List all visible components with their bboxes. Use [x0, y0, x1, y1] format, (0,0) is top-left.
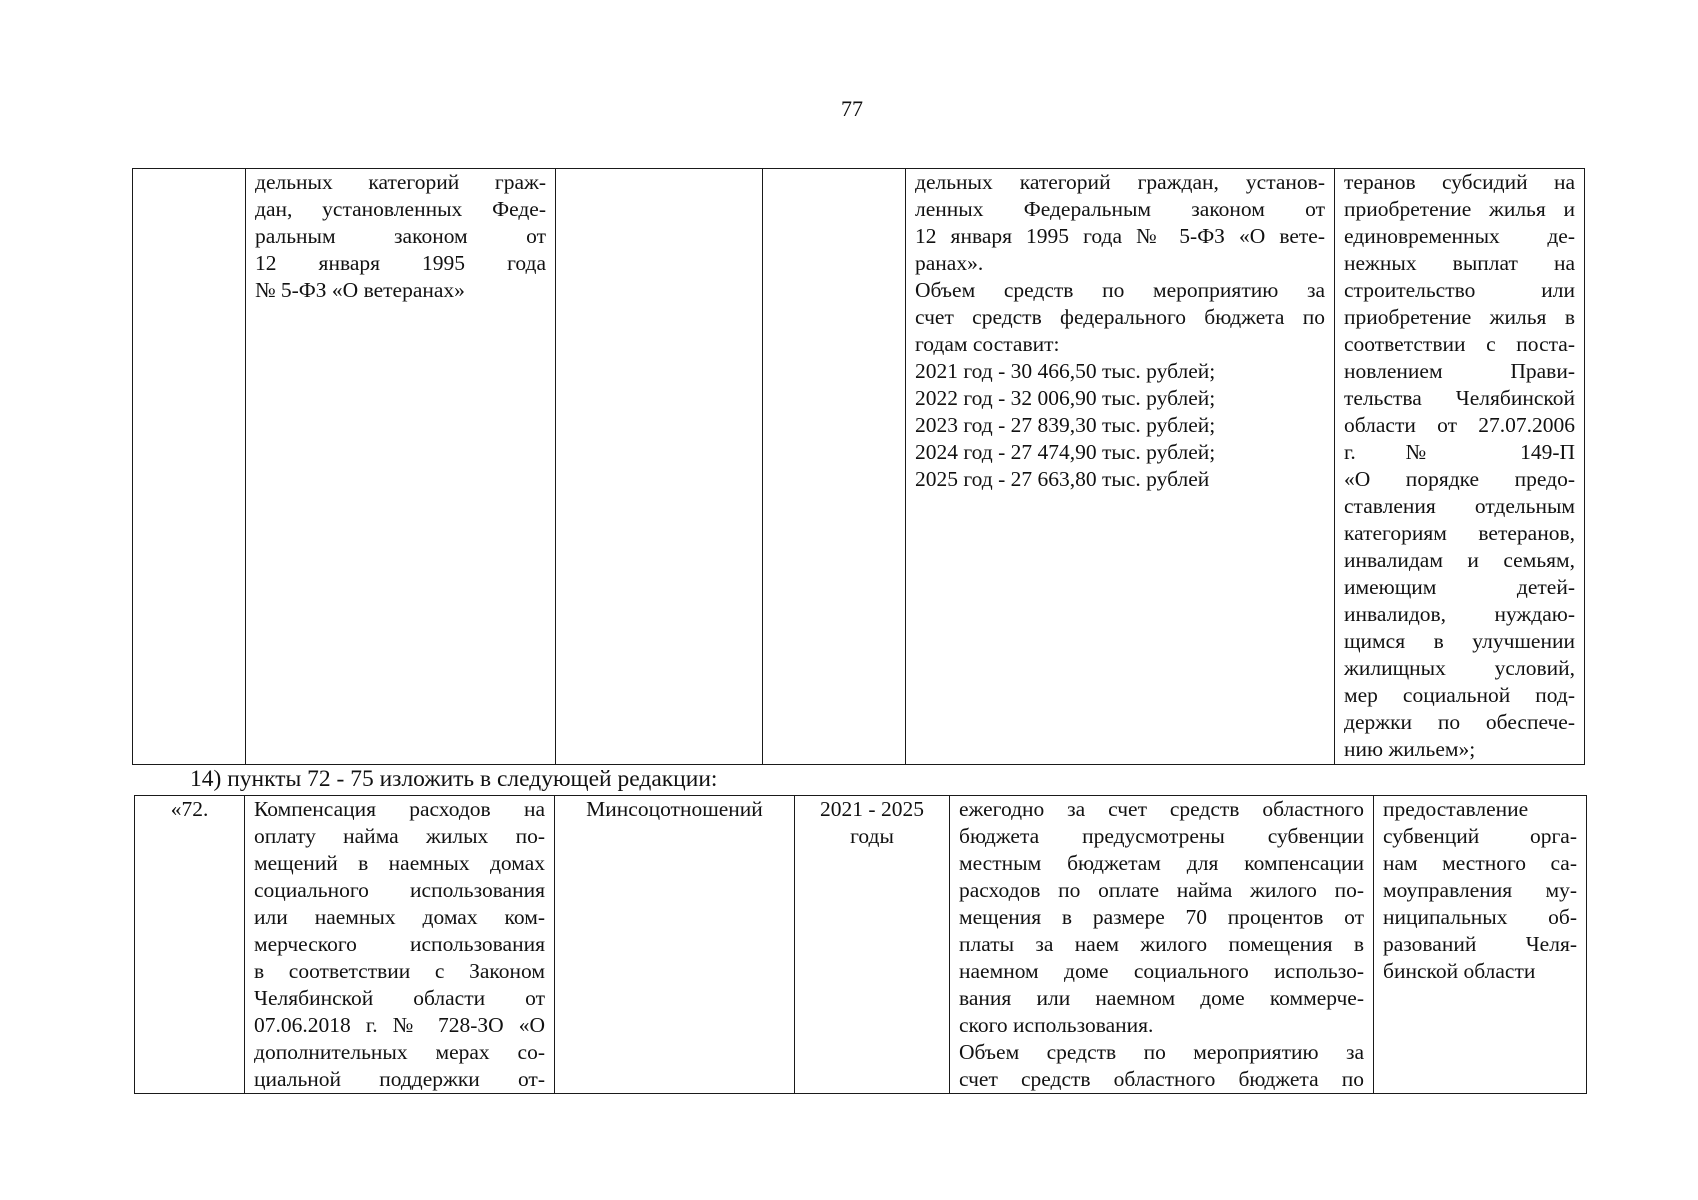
text-line: Компенсация расходов на	[254, 797, 545, 821]
text-line: 2021 - 2025	[820, 797, 924, 821]
text-line: 12 января 1995 года № 5-ФЗ «О вете-	[915, 224, 1325, 248]
text-line: соответствии с поста-	[1344, 332, 1575, 356]
text-line: дельных категорий граждан, установ-	[915, 170, 1325, 194]
text-line: мещения в размере 70 процентов от	[959, 905, 1364, 929]
text-line: инвалидов, нуждаю-	[1344, 602, 1575, 626]
text-line: дан, установленных Феде-	[255, 197, 546, 221]
text-line: годы	[850, 824, 894, 848]
description-text	[959, 796, 1364, 1093]
text-line: наемном доме социального использо-	[959, 959, 1364, 983]
text-line: области от 27.07.2006	[1344, 413, 1575, 437]
text-line: бинской области	[1383, 959, 1536, 983]
cell-executor	[556, 169, 763, 765]
text-line: бюджета предусмотрены субвенции	[959, 824, 1364, 848]
text-line: строительство или	[1344, 278, 1575, 302]
text-line: Объем средств по мероприятию за	[959, 1040, 1364, 1064]
text-line: 2021 год - 30 466,50 тыс. рублей;	[915, 359, 1216, 383]
text-line: новлением Прави-	[1344, 359, 1575, 383]
text-line: счет средств федерального бюджета по	[915, 305, 1325, 329]
cell-description	[906, 169, 1335, 765]
text-line: ниципальных об-	[1383, 905, 1577, 929]
measure-name-text	[255, 169, 546, 304]
text-line: разований Челя-	[1383, 932, 1577, 956]
text-line: мерческого использования	[254, 932, 545, 956]
cell-period	[763, 169, 906, 765]
cell-expected-result	[1335, 169, 1585, 765]
text-line: г. № 149-П	[1344, 440, 1575, 464]
text-line: годам составит:	[915, 332, 1060, 356]
cell-description	[950, 796, 1374, 1094]
text-line: расходов по оплате найма жилого по-	[959, 878, 1364, 902]
cell-row-number	[135, 796, 245, 1094]
text-line: жилищных условий,	[1344, 656, 1575, 680]
text-line: 12 января 1995 года	[255, 251, 546, 275]
row-number: «72.	[170, 797, 209, 821]
text-line: ральным законом от	[255, 224, 546, 248]
text-line: ского использования.	[959, 1013, 1154, 1037]
text-line: нию жильем»;	[1344, 737, 1476, 761]
text-line: приобретение жилья в	[1344, 305, 1575, 329]
text-line: 2024 год - 27 474,90 тыс. рублей;	[915, 440, 1216, 464]
table-row	[133, 169, 1585, 765]
text-line: счет средств областного бюджета по	[959, 1067, 1364, 1091]
text-line: ранах».	[915, 251, 984, 275]
text-line: предоставление	[1383, 797, 1529, 821]
text-line: или наемных домах ком-	[254, 905, 545, 929]
table-row	[135, 796, 1587, 1094]
text-line: держки по обеспече-	[1344, 710, 1575, 734]
text-line: приобретение жилья и	[1344, 197, 1575, 221]
text-line: «О порядке предо-	[1344, 467, 1575, 491]
text-line: тельства Челябинской	[1344, 386, 1575, 410]
amendment-instruction: 14) пункты 72 - 75 изложить в следующей редакции:	[190, 766, 718, 792]
text-line: щимся в улучшении	[1344, 629, 1575, 653]
text-line: моуправления му-	[1383, 878, 1577, 902]
description-text	[915, 169, 1325, 493]
text-line: вания или наемном доме коммерче-	[959, 986, 1364, 1010]
cell-expected-result	[1374, 796, 1587, 1094]
expected-result-text	[1344, 169, 1575, 763]
text-line: ставления отдельным	[1344, 494, 1575, 518]
text-line: в соответствии с Законом	[254, 959, 545, 983]
program-table-continued	[132, 168, 1585, 765]
text-line: ленных Федеральным законом от	[915, 197, 1325, 221]
text-line: 2023 год - 27 839,30 тыс. рублей;	[915, 413, 1216, 437]
text-line: дополнительных мерах со-	[254, 1040, 545, 1064]
text-line: 07.06.2018 г. № 728-ЗО «О	[254, 1013, 545, 1037]
cell-executor	[555, 796, 795, 1094]
text-line: нам местного са-	[1383, 851, 1577, 875]
text-line: категориям ветеранов,	[1344, 521, 1575, 545]
text-line: Объем средств по мероприятию за	[915, 278, 1325, 302]
text-line: 2025 год - 27 663,80 тыс. рублей	[915, 467, 1210, 491]
cell-measure-name	[246, 169, 556, 765]
text-line: мер социальной под-	[1344, 683, 1575, 707]
cell-measure-name	[245, 796, 555, 1094]
text-line: субвенций орга-	[1383, 824, 1577, 848]
text-line: социального использования	[254, 878, 545, 902]
text-line: ежегодно за счет средств областного	[959, 797, 1364, 821]
text-line: местным бюджетам для компенсации	[959, 851, 1364, 875]
cell-period	[795, 796, 950, 1094]
text-line: Челябинской области от	[254, 986, 545, 1010]
text-line: дельных категорий граж-	[255, 170, 546, 194]
page-number: 77	[841, 96, 863, 121]
text-line: имеющим детей-	[1344, 575, 1575, 599]
executor-name: Минсоцотношений	[586, 797, 763, 821]
program-table-new-edition	[134, 795, 1587, 1094]
text-line: теранов субсидий на	[1344, 170, 1575, 194]
measure-name-text	[254, 796, 545, 1093]
cell-row-number	[133, 169, 246, 765]
period-text	[804, 796, 940, 850]
expected-result-text	[1383, 796, 1577, 985]
text-line: 2022 год - 32 006,90 тыс. рублей;	[915, 386, 1216, 410]
text-line: нежных выплат на	[1344, 251, 1575, 275]
text-line: № 5-ФЗ «О ветеранах»	[255, 278, 465, 302]
text-line: инвалидам и семьям,	[1344, 548, 1575, 572]
text-line: единовременных де-	[1344, 224, 1575, 248]
text-line: мещений в наемных домах	[254, 851, 545, 875]
text-line: оплату найма жилых по-	[254, 824, 545, 848]
text-line: платы за наем жилого помещения в	[959, 932, 1364, 956]
text-line: циальной поддержки от-	[254, 1067, 545, 1091]
